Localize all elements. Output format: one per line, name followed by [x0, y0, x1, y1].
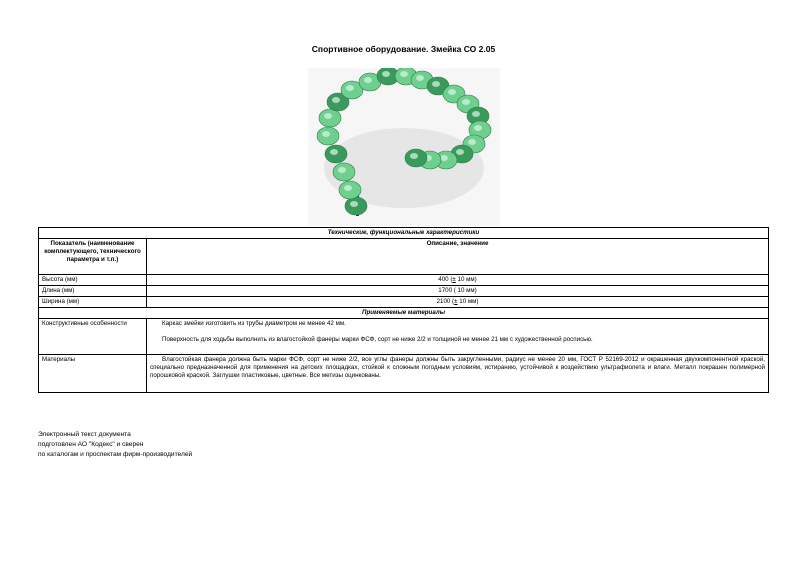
source-note — [38, 430, 192, 460]
row-value — [147, 286, 769, 297]
segment-highlight — [410, 153, 418, 159]
table-row — [39, 297, 769, 308]
segment-highlight — [350, 201, 358, 207]
value-number: 1700 ( — [438, 287, 456, 294]
segment-highlight — [400, 71, 408, 77]
table-row — [39, 319, 769, 355]
row-value — [147, 319, 769, 355]
paragraph: Влагостойкая фанера должна быть марки ФСФ, сорт не ниже 2/2, все углы фанеры должны быть закругленными, радиус не менее 20 мм, ГОСТ Р 52169-2012 и окрашенная двухкомпонентной краской, специально предназначенной для применения на детских площадках, стойкой к сложным погодным условиям, истиранию, устойчивой к воздействию ультрафиолета и влаги. Металл покрашен полимерной порошковой краской. Заглушки пластиковые, цветные. Все метизы оцинкованы. — [150, 356, 765, 379]
segment-highlight — [448, 89, 456, 95]
row-label: Ширина (мм) — [39, 297, 147, 308]
segment-highlight — [322, 131, 330, 137]
segment-highlight — [462, 99, 470, 105]
segment-highlight — [456, 149, 464, 155]
segment-highlight — [432, 81, 440, 87]
segment-highlight — [474, 125, 482, 131]
row-value — [147, 275, 769, 286]
table-row — [39, 355, 769, 393]
header-row — [39, 239, 769, 275]
value-tolerance: 10 мм) — [455, 276, 477, 283]
value-tolerance: 10 мм) — [457, 287, 477, 294]
segment-highlight — [338, 167, 346, 173]
paragraph: Поверхность для ходьбы выполнить из влагостойкой фанеры марки ФСФ, сорт не ниже 2/2 и толщиной не менее 21 мм с художественной росписью. — [162, 336, 593, 343]
table-row — [39, 275, 769, 286]
row-value — [147, 297, 769, 308]
value-number: 400 ( — [438, 276, 453, 283]
segment-highlight — [324, 113, 332, 119]
column-header-indicator: Показатель (наименование комплектующего, технического параметра и т.п.) — [39, 239, 147, 275]
section-heading: Применяемые материалы — [39, 308, 769, 319]
plus-minus-sign: ± — [454, 298, 458, 305]
row-value — [147, 355, 769, 393]
note-line: Электронный текст документа — [38, 431, 131, 438]
equipment-illustration — [308, 68, 500, 226]
section-row-materials — [39, 308, 769, 319]
segment-highlight — [468, 139, 476, 145]
row-label: Материалы — [39, 355, 147, 393]
note-line: подготовлен АО "Кодекс" и сверен — [38, 441, 144, 448]
segment-highlight — [364, 77, 372, 83]
row-label: Высота (мм) — [39, 275, 147, 286]
section-row-characteristics — [39, 228, 769, 239]
segment-highlight — [344, 185, 352, 191]
segment-highlight — [346, 85, 354, 91]
section-heading: Технические, функциональные характеристики — [39, 228, 769, 239]
segment-highlight — [330, 149, 338, 155]
row-label: Конструктивные особенности — [39, 319, 147, 355]
row-label: Длина (мм) — [39, 286, 147, 297]
plus-minus-sign: ± — [452, 276, 456, 283]
paragraph: Каркас змейки изготовить из трубы диаметром не менее 42 мм. — [162, 320, 346, 327]
value-number: 2100 ( — [436, 298, 455, 305]
segment-highlight — [416, 75, 424, 81]
table-row — [39, 286, 769, 297]
spec-table — [38, 227, 769, 393]
note-line: по каталогам и проспектам фирм-производителей — [38, 451, 193, 458]
page-title: Спортивное оборудование. Змейка СО 2.05 — [311, 44, 496, 54]
segment-highlight — [332, 97, 340, 103]
column-header-description: Описание, значение — [147, 239, 769, 275]
segment-highlight — [472, 111, 480, 117]
value-tolerance: 10 мм) — [457, 298, 479, 305]
segment-highlight — [382, 71, 390, 77]
